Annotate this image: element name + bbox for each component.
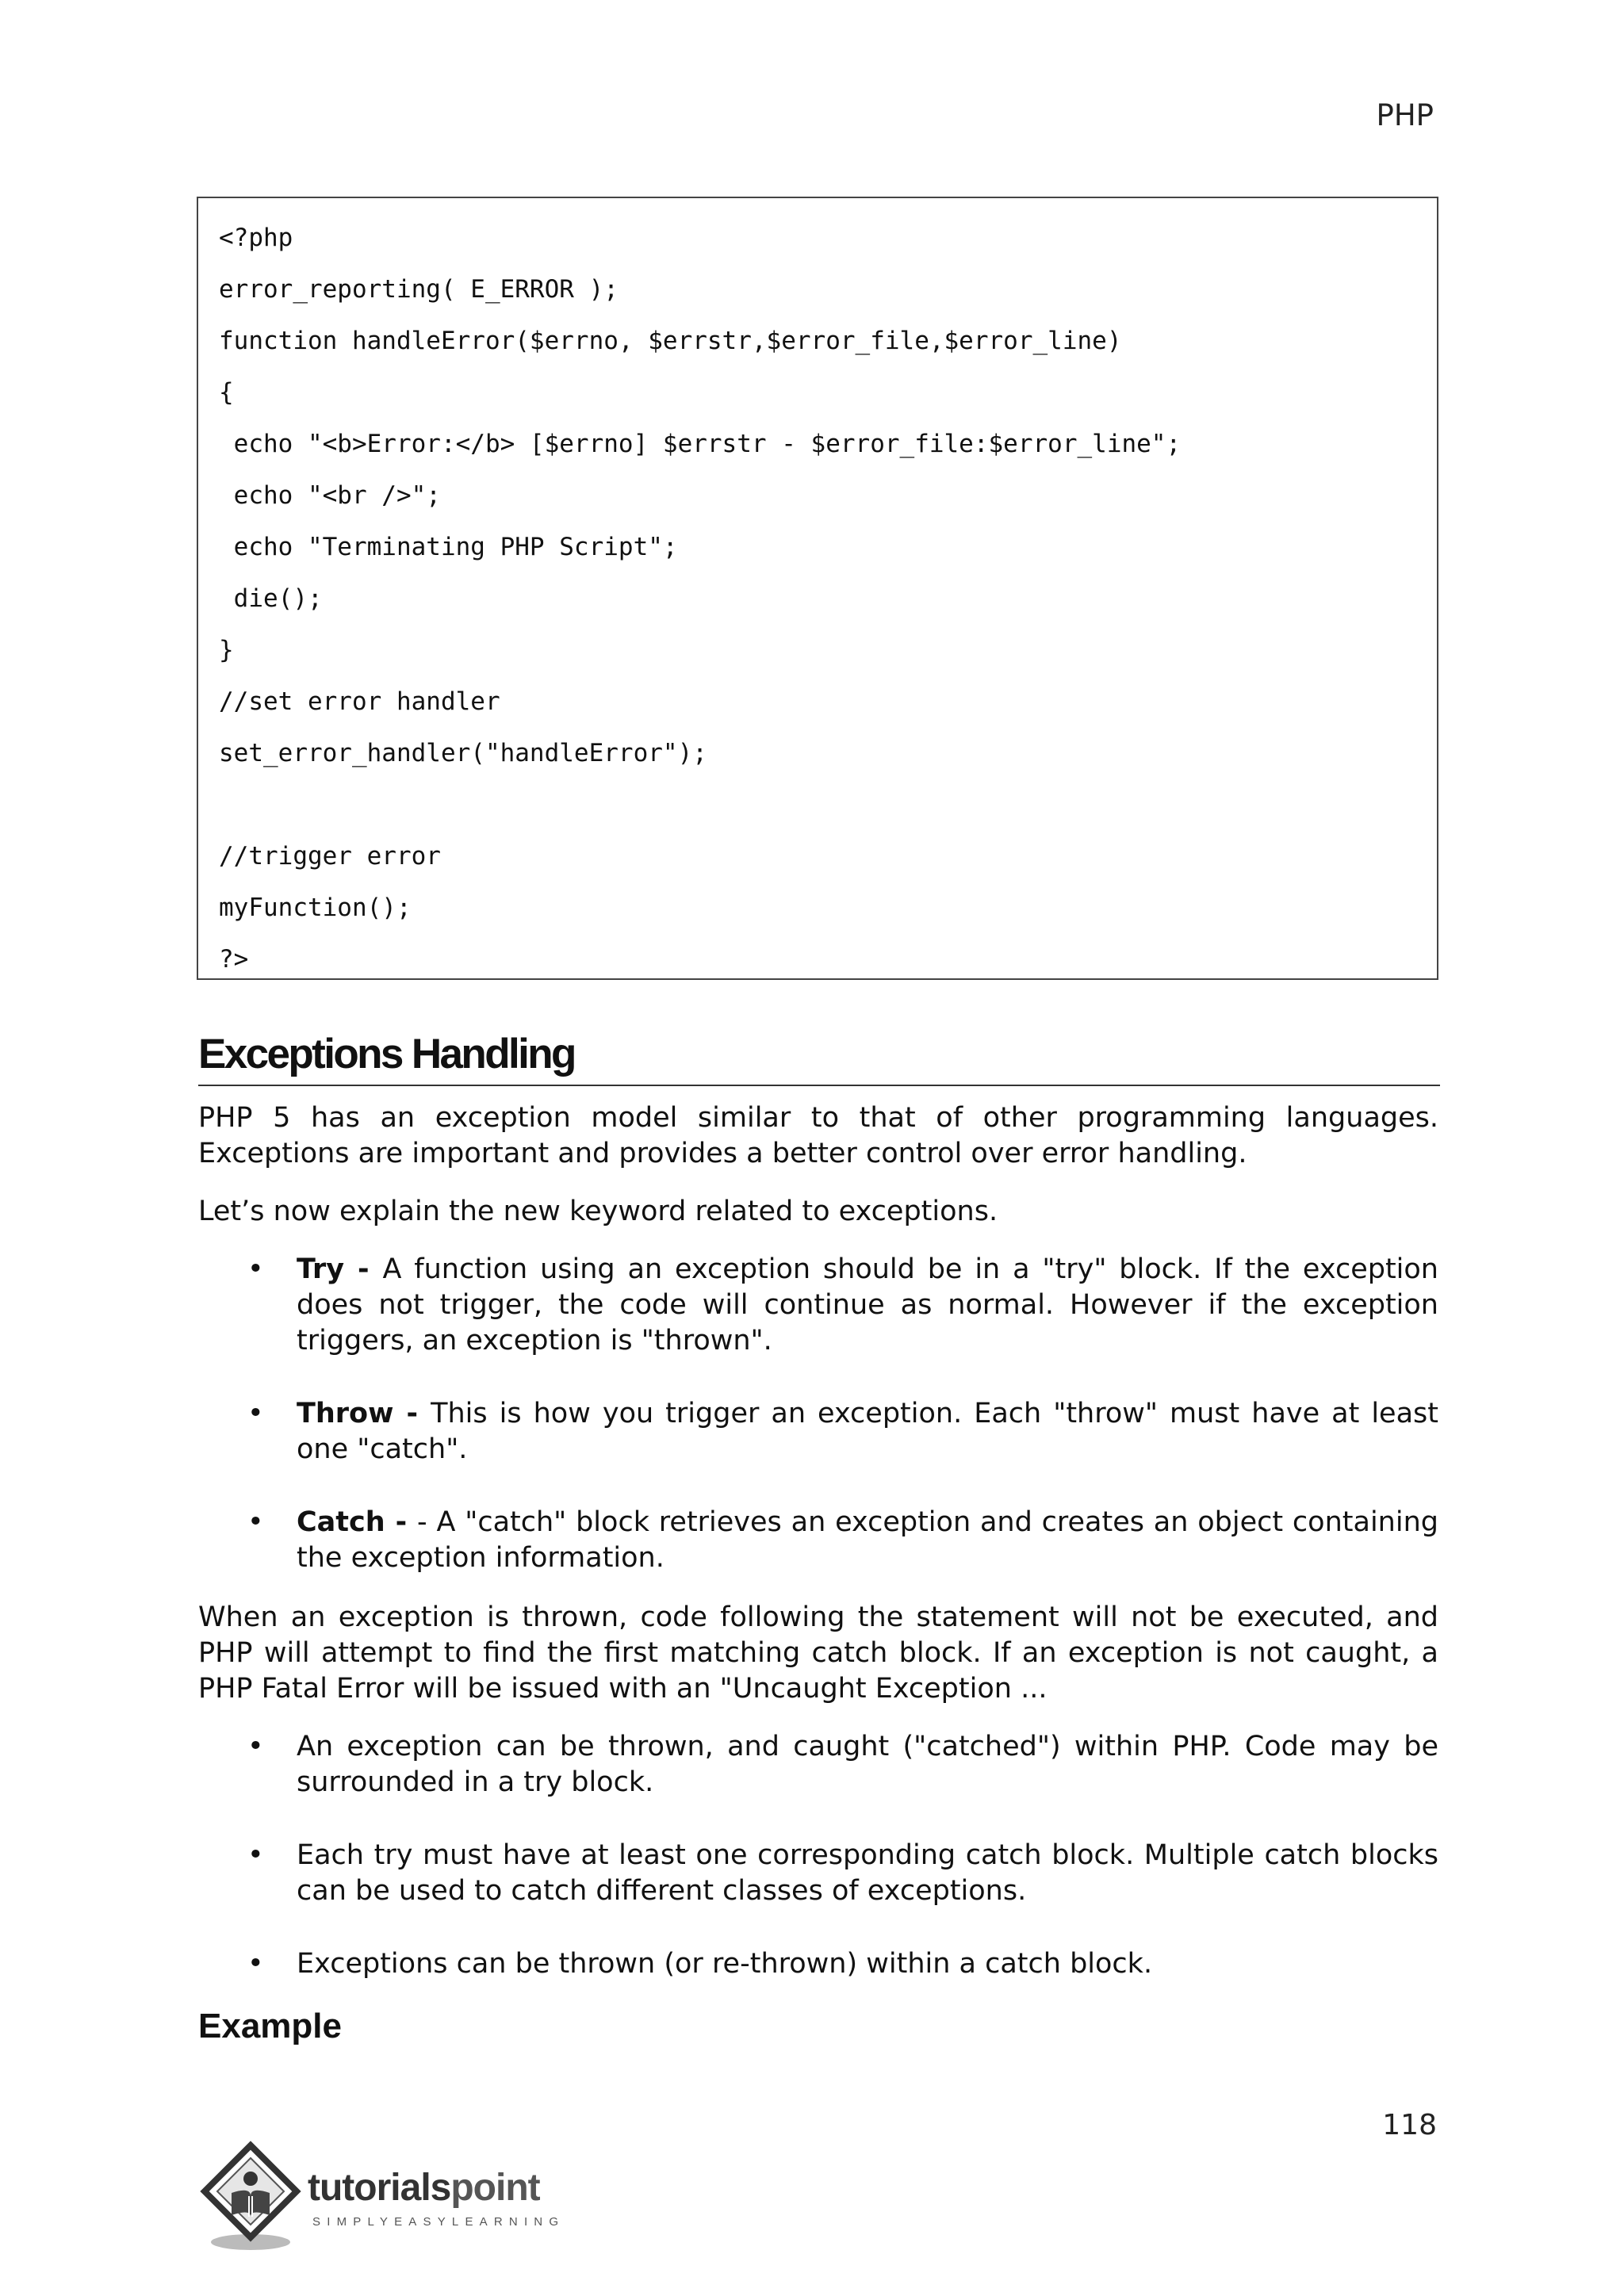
code-line: die(); — [219, 584, 323, 613]
code-line — [219, 779, 1418, 831]
code-line: <?php — [219, 224, 293, 252]
bullet-icon: • — [247, 1398, 264, 1429]
bullet-icon: • — [247, 1253, 264, 1285]
logo-wordmark — [308, 2166, 540, 2210]
keyword-description: A function using an exception should be in a "try" block. If the exception does not trigger, the code will continue as normal. However if the exception triggers, an exception is "thrown". — [297, 1253, 1438, 1357]
code-line: echo "Terminating PHP Script"; — [219, 533, 678, 561]
code-line: //set error handler — [219, 687, 500, 716]
logo-emblem-icon — [197, 2141, 308, 2260]
code-line: error_reporting( E_ERROR ); — [219, 275, 619, 304]
section-title: Exceptions Handling — [198, 1029, 1440, 1086]
code-line: //trigger error — [219, 842, 441, 871]
bullet-icon: • — [247, 1506, 264, 1538]
keyword-list — [198, 1252, 1438, 1576]
logo-word-tutorials: tutorials — [308, 2167, 451, 2209]
rule-item — [198, 1729, 1438, 1800]
bullet-icon: • — [247, 1948, 264, 1980]
keyword-description: This is how you trigger an exception. Each "throw" must have at least one "catch". — [297, 1398, 1438, 1465]
tutorialspoint-logo — [197, 2141, 609, 2260]
keyword-term: Try - — [297, 1253, 383, 1285]
rule-text: Exceptions can be thrown (or re-thrown) within a catch block. — [297, 1948, 1153, 1980]
lead-paragraph: Let’s now explain the new keyword related to exceptions. — [198, 1196, 998, 1227]
intro-paragraph: PHP 5 has an exception model similar to that of other programming languages. Exceptions are important and provides a better control over error handling. — [198, 1102, 1438, 1169]
keyword-term: Throw - — [297, 1398, 431, 1429]
code-line: ?> — [219, 945, 249, 974]
keyword-description: - A "catch" block retrieves an exception and creates an object containing the exception information. — [297, 1506, 1438, 1574]
keyword-item — [198, 1396, 1438, 1468]
rules-list — [198, 1729, 1438, 1982]
bullet-icon: • — [247, 1839, 264, 1871]
code-line: echo "<b>Error:</b> [$errno] $errstr - $error_file:$error_line"; — [219, 430, 1182, 458]
page-number: 118 — [1382, 2109, 1437, 2141]
rule-item — [198, 1946, 1438, 1982]
logo-word-point: point — [450, 2167, 540, 2209]
code-line: } — [219, 636, 234, 664]
bullet-icon: • — [247, 1731, 264, 1762]
behavior-paragraph: When an exception is thrown, code following the statement will not be executed, and PHP will attempt to find the first matching catch block. If an exception is not caught, a PHP Fatal Error will be issued with an "Uncaught Exception ... — [198, 1601, 1438, 1705]
section-body — [198, 1100, 1438, 2047]
code-line: function handleError($errno, $errstr,$error_file,$error_line) — [219, 327, 1122, 355]
code-line: { — [219, 378, 234, 407]
rule-text: An exception can be thrown, and caught ("catched") within PHP. Code may be surrounded in a try block. — [297, 1731, 1438, 1798]
logo-tagline: SIMPLYEASYLEARNING — [312, 2215, 565, 2229]
keyword-item — [198, 1505, 1438, 1576]
example-heading: Example — [198, 2007, 342, 2045]
code-line: echo "<br />"; — [219, 481, 441, 510]
running-header: PHP — [1376, 98, 1434, 132]
code-block — [197, 197, 1438, 980]
rule-text: Each try must have at least one corresponding catch block. Multiple catch blocks can be used to catch different classes of exceptions. — [297, 1839, 1438, 1907]
code-line: myFunction(); — [219, 894, 412, 922]
keyword-item — [198, 1252, 1438, 1359]
keyword-term: Catch - — [297, 1506, 417, 1538]
code-line: set_error_handler("handleError"); — [219, 739, 707, 767]
rule-item — [198, 1838, 1438, 1909]
